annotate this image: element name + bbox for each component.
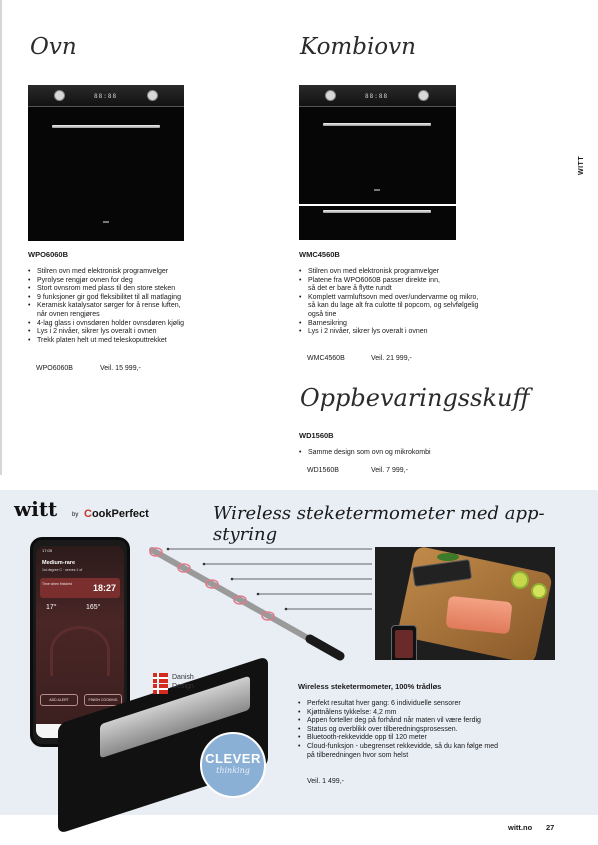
list-item: • 9 funksjoner gir god fleksibilitet til all matlaging xyxy=(28,294,288,303)
wireless-price-row xyxy=(307,778,344,785)
list-item: • Stilren ovn med elektronisk programvelger xyxy=(28,268,288,277)
left-edge-rule xyxy=(0,0,2,475)
list-item: • Pyrolyse rengjør ovnen for deg xyxy=(28,277,288,286)
skuff-price-row xyxy=(307,467,408,474)
list-item: • Stort ovnsrom med plass til den store steken xyxy=(28,285,288,294)
combi-knob-right-icon xyxy=(418,90,429,101)
skuff-feature-list xyxy=(299,449,559,458)
cookperfect-logo xyxy=(84,508,149,520)
lime-slice xyxy=(531,583,547,599)
drawer-image xyxy=(299,206,456,240)
oven-knob-left-icon xyxy=(54,90,65,101)
footer-url[interactable]: witt.no xyxy=(508,823,533,832)
combi-logo xyxy=(374,189,380,191)
wireless-price: Veil. 1 499,- xyxy=(307,778,344,785)
cookperfect-rest: ookPerfect xyxy=(91,508,149,520)
skuff-price: Veil. 7 999,- xyxy=(371,467,408,474)
ovn-price-model: WPO6060B xyxy=(36,365,73,372)
list-item: • Appen forteller deg på forhånd når maten vil være ferdig xyxy=(298,717,558,726)
kombi-model: WMC4560B xyxy=(299,250,340,259)
clever-badge-tagline: thinking xyxy=(216,766,250,775)
combi-handle xyxy=(323,123,431,126)
danish-label-1: Danish xyxy=(172,674,194,681)
oven-knob-right-icon xyxy=(147,90,158,101)
heading-kombiovn: Kombiovn xyxy=(300,34,416,60)
kombi-price-row xyxy=(307,355,412,362)
list-item: • Lys i 2 nivåer, sikrer lys overalt i ovnen xyxy=(299,328,569,337)
cookperfect-initial: C xyxy=(84,508,92,520)
list-item: • Kjøttnålens tykkelse: 4,2 mm xyxy=(298,709,558,718)
side-brand-label: WITT xyxy=(578,155,585,175)
probe-diagram xyxy=(140,535,380,670)
oven-handle xyxy=(52,125,160,128)
probe-handle xyxy=(310,639,340,656)
app-title: Medium-rare xyxy=(42,560,76,566)
herb-sprig xyxy=(437,553,459,561)
ovn-price: Veil. 15 999,- xyxy=(100,365,141,372)
page-number: 27 xyxy=(546,823,555,832)
brand-by: by xyxy=(72,512,79,518)
lime-slice xyxy=(511,571,529,589)
oven-logo xyxy=(103,221,109,223)
kombi-feature-list xyxy=(299,268,569,337)
list-item: • 4-lag glass i ovnsdøren holder ovnsdøren kjølig xyxy=(28,320,288,329)
photo-phone xyxy=(391,625,417,660)
heading-ovn: Ovn xyxy=(30,34,77,60)
list-item: • Bluetooth-rekkevidde opp til 120 meter xyxy=(298,734,558,743)
danish-flag-icon xyxy=(153,673,168,683)
app-card-label: Time when finished xyxy=(42,582,73,586)
app-temp-target: 165° xyxy=(86,604,101,611)
list-item: • Stilren ovn med elektronisk programvelger xyxy=(299,268,569,277)
kombi-price: Veil. 21 999,- xyxy=(371,355,412,362)
clever-thinking-badge xyxy=(200,732,266,798)
danish-label-2: Design xyxy=(172,683,194,690)
oven-image xyxy=(28,85,184,241)
kombi-price-model: WMC4560B xyxy=(307,355,345,362)
danish-design-label xyxy=(172,673,194,691)
app-status-time: 17:05 xyxy=(42,548,53,553)
list-item: • Samme design som ovn og mikrokombi xyxy=(299,449,559,458)
witt-logo: witt xyxy=(14,497,58,521)
list-item: • Barnesikring xyxy=(299,320,569,329)
drawer-handle xyxy=(323,210,431,213)
skuff-model: WD1560B xyxy=(299,431,334,440)
wireless-product-title: Wireless steketermometer, 100% trådløs xyxy=(298,682,442,691)
ovn-feature-list xyxy=(28,268,288,345)
heading-wireless: Wireless steketermometer med app-styring xyxy=(213,503,545,545)
list-item: • Cloud-funksjon - ubegrenset rekkevidde, så du kan følge med på tilberedningen hvor som helst xyxy=(298,743,558,760)
app-finish-button: FINISH COOKING xyxy=(84,694,122,706)
lifestyle-photo xyxy=(375,547,555,660)
list-item: • Perfekt resultat hver gang: 6 individuelle sensorer xyxy=(298,700,558,709)
oven-display: 88:88 xyxy=(94,93,118,100)
ovn-model: WPO6060B xyxy=(28,250,69,259)
skuff-price-model: WD1560B xyxy=(307,467,339,474)
list-item: • Status og overblikk over tilberedningsprosessen. xyxy=(298,726,558,735)
list-item: • Lys i 2 nivåer, sikrer lys overalt i ovnen xyxy=(28,328,288,337)
salmon-fillet xyxy=(446,596,513,635)
combi-display: 88:88 xyxy=(365,93,389,100)
ovn-price-row xyxy=(36,365,141,372)
list-item: • Komplett varmluftsovn med over/undervarme og mikro, så kan du lage alt fra culotte til popcorn, og selvfølgelig også tine xyxy=(299,294,569,320)
heading-oppbevaringsskuff: Oppbevaringsskuff xyxy=(300,384,530,412)
app-subtitle: 1st degree C · serves 1 of xyxy=(42,568,83,572)
list-item: • Platene fra WPO6060B passer direkte inn, så det er bare å flytte rundt xyxy=(299,277,569,294)
danish-flag-icon xyxy=(153,684,168,694)
combi-knob-left-icon xyxy=(325,90,336,101)
app-temperature-dial xyxy=(50,626,110,676)
list-item: • Keramisk katalysator sørger for å rense luften, når ovnen rengjøres xyxy=(28,302,288,319)
clever-badge-word: CLEVER xyxy=(205,751,261,766)
app-temp-current: 17° xyxy=(46,604,57,611)
list-item: • Trekk platen helt ut med teleskoputtrekket xyxy=(28,337,288,346)
wireless-feature-list xyxy=(298,700,558,760)
combi-oven-image xyxy=(299,85,456,204)
app-clock: 18:27 xyxy=(92,583,116,593)
app-add-alert-button: ADD ALERT xyxy=(40,694,78,706)
